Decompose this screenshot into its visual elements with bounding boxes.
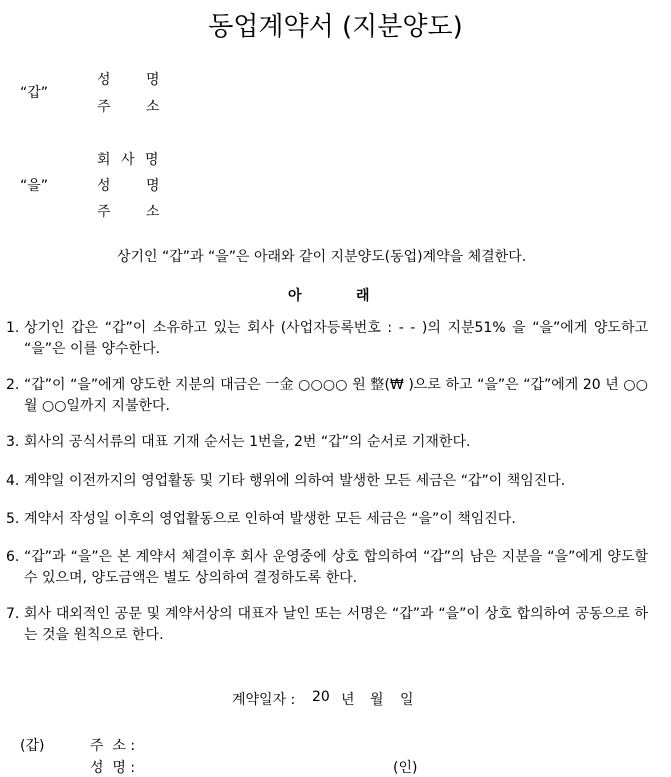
clause-number: 1.: [6, 320, 20, 336]
signature-seal: (인): [393, 760, 418, 776]
clause-5: [6, 509, 648, 530]
contract-date-label: 계약일자 :: [232, 692, 296, 708]
clause-text: “갑”과 “을”은 본 계약서 체결이후 회사 운영중에 상호 합의하여 “갑”의 남은 지분을 “을”에게 양도할 수 있으며, 양도금액은 별도 상의하여 결정하도록 한다.: [24, 549, 648, 586]
party-a-name-label-1: 성: [97, 72, 111, 88]
party-b-name-label-1: 성: [97, 178, 111, 194]
heading-char-1: 아: [288, 288, 302, 304]
clause-text: 회사의 공식서류의 대표 기재 순서는 1번을, 2번 “갑”의 순서로 기재한다.: [24, 434, 471, 450]
party-b-name-label-2: 명: [146, 178, 160, 194]
clause-number: 4.: [6, 473, 20, 489]
clause-number: 5.: [6, 511, 20, 527]
clause-1: [6, 318, 648, 360]
clause-text: 회사 대외적인 공문 및 계약서상의 대표자 날인 또는 서명은 “갑”과 “을”이 상호 합의하여 공동으로 하는 것을 원칙으로 한다.: [24, 606, 648, 643]
intro-sentence: 상기인 “갑”과 “을”은 아래와 같이 지분양도(동업)계약을 체결한다.: [117, 249, 527, 265]
clause-number: 2.: [6, 377, 20, 393]
clause-number: 7.: [6, 606, 20, 622]
heading-char-2: 래: [356, 288, 370, 304]
party-a-name-label-2: 명: [146, 72, 160, 88]
signature-name-label: 성 명 :: [90, 760, 136, 776]
party-b-addr-label-1: 주: [97, 204, 111, 220]
clause-text: 계약일 이전까지의 영업활동 및 기타 행위에 의하여 발생한 모든 세금은 “갑”이 책임진다.: [24, 473, 566, 489]
signature-addr-label: 주 소 :: [90, 738, 136, 754]
signature-party: (갑): [20, 738, 45, 754]
contract-date-year: 년: [341, 692, 355, 708]
clause-number: 3.: [6, 434, 20, 450]
clause-text: 계약서 작성일 이후의 영업활동으로 인하여 발생한 모든 세금은 “을”이 책임진다.: [24, 511, 516, 527]
contract-date-year-prefix: 20: [312, 689, 330, 705]
party-b-label: “을”: [20, 178, 49, 194]
clause-6: [6, 547, 648, 589]
clause-7: [6, 604, 648, 646]
contract-date-month: 월: [370, 692, 384, 708]
clause-number: 6.: [6, 549, 20, 565]
contract-date-day: 일: [400, 692, 414, 708]
clause-3: [6, 432, 648, 453]
clause-4: [6, 471, 648, 492]
clause-text: “갑”이 “을”에게 양도한 지분의 대금은 一金 ○○○○ 원 整(₩ )으로 하고 “을”은 “갑”에게 20 년 ○○월 ○○일까지 지불한다.: [24, 377, 648, 414]
party-a-addr-label-1: 주: [97, 99, 111, 115]
party-a-addr-label-2: 소: [146, 99, 160, 115]
document-title: 동업계약서 (지분양도): [208, 12, 463, 42]
party-a-label: “갑”: [20, 85, 49, 101]
clause-2: [6, 375, 648, 417]
party-b-addr-label-2: 소: [146, 204, 160, 220]
clause-text: 상기인 갑은 “갑”이 소유하고 있는 회사 (사업자등록번호 : - - )의 지분51% 을 “을”에게 양도하고 “을”은 이를 양수한다.: [24, 320, 648, 357]
party-b-company-label: 회 사 명: [97, 152, 159, 168]
